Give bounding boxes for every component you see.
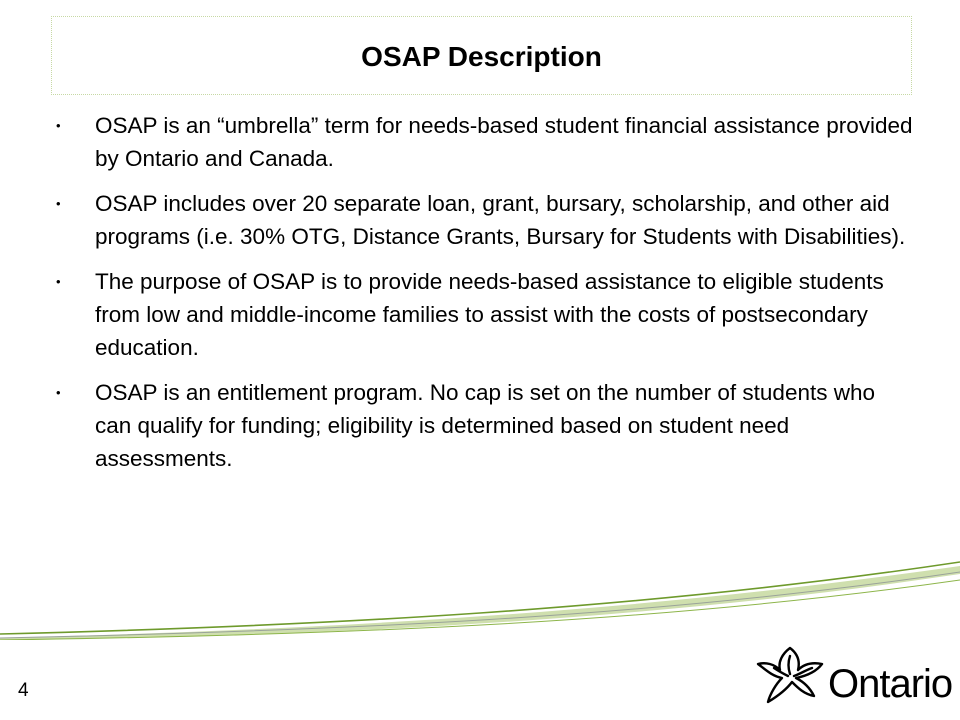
bullet-marker: • — [56, 118, 61, 133]
bullet-list — [56, 109, 916, 487]
bullet-text: OSAP includes over 20 separate loan, grant, bursary, scholarship, and other aid programs (i.e. 30% OTG, Distance Grants, Bursary for Students with Disabilities). — [95, 191, 906, 249]
bullet-marker: • — [56, 385, 61, 400]
list-item — [56, 187, 916, 253]
list-item — [56, 265, 916, 364]
bullet-marker: • — [56, 274, 61, 289]
list-item — [56, 109, 916, 175]
bullet-text: OSAP is an entitlement program. No cap is set on the number of students who can qualify for funding; eligibility is determined based on student need assessments. — [95, 380, 875, 471]
bullet-text: OSAP is an “umbrella” term for needs-based student financial assistance provided by Ontario and Canada. — [95, 113, 913, 171]
list-item — [56, 376, 916, 475]
decorative-swoosh — [0, 560, 960, 640]
bullet-text: The purpose of OSAP is to provide needs-based assistance to eligible students from low and middle-income families to assist with the costs of postsecondary education. — [95, 269, 884, 360]
slide-number: 4 — [18, 680, 29, 701]
title-box — [51, 16, 912, 95]
bullet-marker: • — [56, 196, 61, 211]
swoosh-light-band — [0, 566, 960, 640]
ontario-wordmark: Ontario — [828, 662, 953, 706]
slide-title: OSAP Description — [361, 40, 602, 72]
